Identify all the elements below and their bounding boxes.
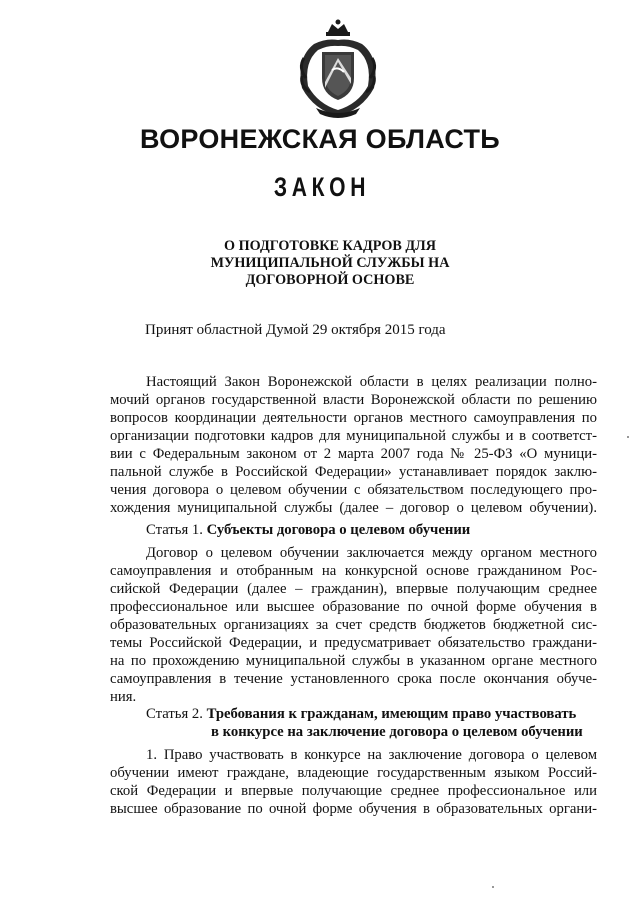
law-title-line: О ПОДГОТОВКЕ КАДРОВ ДЛЯ <box>224 238 436 254</box>
article-line: самоуправления и отобранным на конкурсной основе гражданином Рос- <box>110 563 597 579</box>
law-title-line: ДОГОВОРНОЙ ОСНОВЕ <box>245 272 415 288</box>
article-1-heading <box>146 521 470 539</box>
law-title-line: МУНИЦИПАЛЬНОЙ СЛУЖБЫ НА <box>210 255 450 271</box>
preamble-line: Настоящий Закон Воронежской области в целях реализации полно- <box>146 374 597 390</box>
article-number: Статья 1. <box>146 522 203 538</box>
preamble-line: чения договора о целевом обучении с обязательством последующего про- <box>110 482 597 498</box>
article-title-cont: в конкурсе на заключение договора о целевом обучении <box>211 724 583 740</box>
article-line: образовательных организациях за счет средств бюджетов бюджетной сис- <box>110 617 597 633</box>
article-line: самоуправления в течение установленного срока после окончания обуче- <box>110 671 597 687</box>
article-2-heading-cont <box>211 723 583 741</box>
article-line: сийской Федерации (далее – гражданин), впервые получающим среднее <box>110 581 597 597</box>
article-line: Договор о целевом обучении заключается между органом местного <box>146 545 597 561</box>
document-type: ЗАКОН <box>273 172 371 202</box>
preamble-line: пальной службе в Российской Федерации» устанавливает порядок заклю- <box>110 464 597 480</box>
article-line: обучении имеют граждане, владеющие государственным языком Россий- <box>110 765 597 781</box>
article-title: Субъекты договора о целевом обучении <box>206 522 471 538</box>
scan-speck <box>627 436 629 438</box>
article-line: на по прохождению муниципальной службы в указанном органе местного <box>110 653 597 669</box>
scan-speck <box>492 886 494 888</box>
article-line: ния. <box>110 689 137 705</box>
article-line: 1. Право участвовать в конкурсе на заключение договора о целевом <box>146 747 597 763</box>
article-title: Требования к гражданам, имеющим право участвовать <box>206 706 577 722</box>
article-2-heading <box>146 705 576 723</box>
article-line: ской Федерации и впервые получающие среднее профессиональное или <box>110 783 597 799</box>
coat-of-arms-icon <box>292 18 384 118</box>
article-number: Статья 2. <box>146 706 203 722</box>
article-line: темы Российской Федерации, и предусматривает обязательство граждани- <box>110 635 597 651</box>
preamble-line: мочий органов государственной власти Воронежской области по решению <box>110 392 597 408</box>
preamble-line: хождения муниципальной службы (далее – договор о целевом обучении). <box>110 500 597 516</box>
law-title <box>140 238 520 289</box>
adoption-date: Принят областной Думой 29 октября 2015 года <box>145 322 446 338</box>
preamble-line: вопросов координации деятельности органов местного самоуправления по <box>110 410 597 426</box>
preamble-line: вии с Федеральным законом от 2 марта 2007 года № 25-ФЗ «О муници- <box>110 446 597 462</box>
preamble-line: организации подготовки кадров для муниципальной службы и в соответст- <box>110 428 597 444</box>
article-line: профессиональное или высшее образование по очной форме обучения в <box>110 599 597 615</box>
article-line: высшее образование по очной форме обучения в образовательных органи- <box>110 801 597 817</box>
region-title: ВОРОНЕЖСКАЯ ОБЛАСТЬ <box>139 124 501 154</box>
